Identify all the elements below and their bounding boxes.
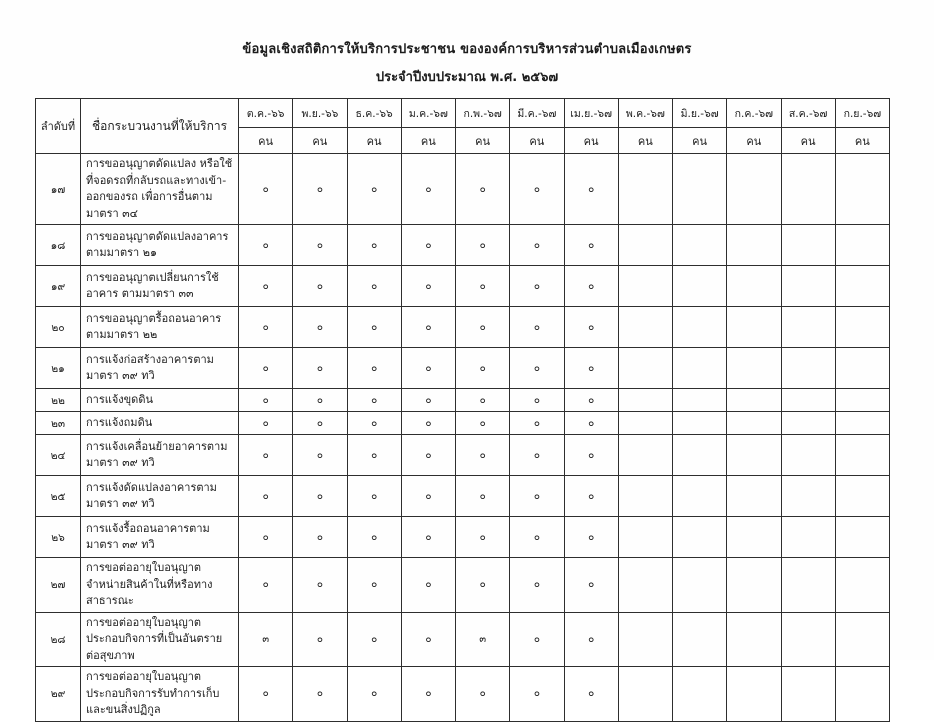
value-cell xyxy=(835,225,889,266)
value-cell: ๐ xyxy=(510,412,564,435)
value-cell: ๐ xyxy=(239,476,293,517)
row-number-cell: ๒๙ xyxy=(36,667,81,722)
value-cell: ๐ xyxy=(347,225,401,266)
service-name-cell: การแจ้งขุดดิน xyxy=(81,389,239,412)
value-cell: ๐ xyxy=(510,348,564,389)
value-cell xyxy=(781,435,835,476)
value-cell xyxy=(727,307,781,348)
value-cell xyxy=(673,389,727,412)
service-name-cell: การแจ้งถมดิน xyxy=(81,412,239,435)
table-row xyxy=(36,389,890,412)
value-cell xyxy=(727,435,781,476)
month-header: ธ.ค.-๖๖ xyxy=(347,99,401,128)
value-cell: ๐ xyxy=(564,412,618,435)
value-cell: ๐ xyxy=(456,389,510,412)
value-cell xyxy=(673,612,727,667)
value-cell: ๐ xyxy=(401,348,455,389)
value-cell: ๐ xyxy=(239,412,293,435)
value-cell xyxy=(781,412,835,435)
value-cell xyxy=(727,517,781,558)
value-cell xyxy=(835,154,889,225)
value-cell: ๐ xyxy=(564,307,618,348)
table-row xyxy=(36,558,890,613)
value-cell: ๐ xyxy=(293,307,347,348)
service-name-cell: การแจ้งรื้อถอนอาคารตามมาตรา ๓๙ ทวิ xyxy=(81,517,239,558)
month-header: ม.ค.-๖๗ xyxy=(401,99,455,128)
row-number-cell: ๒๖ xyxy=(36,517,81,558)
value-cell xyxy=(673,266,727,307)
value-cell: ๐ xyxy=(239,307,293,348)
value-cell: ๐ xyxy=(239,558,293,613)
row-number-cell: ๒๘ xyxy=(36,612,81,667)
value-cell: ๐ xyxy=(293,225,347,266)
table-row xyxy=(36,348,890,389)
value-cell: ๐ xyxy=(564,667,618,722)
value-cell: ๐ xyxy=(401,154,455,225)
row-number-cell: ๒๐ xyxy=(36,307,81,348)
unit-cell: คน xyxy=(564,128,618,154)
value-cell: ๐ xyxy=(510,476,564,517)
value-cell: ๐ xyxy=(401,266,455,307)
value-cell xyxy=(835,266,889,307)
value-cell xyxy=(781,612,835,667)
value-cell xyxy=(618,435,672,476)
value-cell: ๐ xyxy=(401,435,455,476)
value-cell xyxy=(618,476,672,517)
row-number-cell: ๑๙ xyxy=(36,266,81,307)
value-cell: ๐ xyxy=(293,612,347,667)
row-number-cell: ๑๗ xyxy=(36,154,81,225)
value-cell: ๐ xyxy=(456,225,510,266)
value-cell xyxy=(781,307,835,348)
value-cell xyxy=(727,154,781,225)
value-cell xyxy=(618,517,672,558)
row-number-cell: ๒๒ xyxy=(36,389,81,412)
value-cell xyxy=(618,612,672,667)
service-name-cell: การขออนุญาตดัดแปลงอาคาร ตามมาตรา ๒๑ xyxy=(81,225,239,266)
table-row xyxy=(36,612,890,667)
value-cell: ๐ xyxy=(239,225,293,266)
value-cell: ๐ xyxy=(564,476,618,517)
row-number-cell: ๑๘ xyxy=(36,225,81,266)
value-cell: ๐ xyxy=(510,307,564,348)
value-cell: ๐ xyxy=(239,389,293,412)
row-number-cell: ๒๑ xyxy=(36,348,81,389)
value-cell xyxy=(835,412,889,435)
value-cell xyxy=(727,612,781,667)
value-cell: ๐ xyxy=(347,667,401,722)
value-cell: ๐ xyxy=(239,348,293,389)
row-number-cell: ๒๓ xyxy=(36,412,81,435)
page-title: ข้อมูลเชิงสถิติการให้บริการประชาชน ขององค์การบริหารส่วนตำบลเมืองเกษตร xyxy=(242,42,692,57)
value-cell: ๐ xyxy=(564,558,618,613)
value-cell xyxy=(781,225,835,266)
month-header: ก.ย.-๖๗ xyxy=(835,99,889,128)
value-cell: ๐ xyxy=(347,266,401,307)
value-cell xyxy=(618,667,672,722)
table-header xyxy=(36,99,890,154)
table-body xyxy=(36,154,890,722)
value-cell: ๐ xyxy=(510,517,564,558)
value-cell xyxy=(727,667,781,722)
value-cell: ๐ xyxy=(456,412,510,435)
value-cell: ๐ xyxy=(456,154,510,225)
value-cell: ๐ xyxy=(401,558,455,613)
value-cell xyxy=(781,348,835,389)
service-name-cell: การขออนุญาตดัดแปลง หรือใช้ที่จอดรถที่กลับรถและทางเข้า-ออกของรถ เพื่อการอื่นตามมาตรา ๓๔ xyxy=(81,154,239,225)
table-row xyxy=(36,667,890,722)
value-cell: ๐ xyxy=(347,412,401,435)
value-cell: ๐ xyxy=(293,517,347,558)
value-cell: ๐ xyxy=(564,517,618,558)
value-cell xyxy=(673,435,727,476)
value-cell: ๐ xyxy=(564,154,618,225)
value-cell xyxy=(835,307,889,348)
month-header: ก.ค.-๖๗ xyxy=(727,99,781,128)
value-cell: ๐ xyxy=(510,389,564,412)
value-cell: ๐ xyxy=(293,476,347,517)
value-cell: ๐ xyxy=(293,558,347,613)
month-header: มี.ค.-๖๗ xyxy=(510,99,564,128)
value-cell: ๐ xyxy=(401,389,455,412)
value-cell xyxy=(673,307,727,348)
value-cell xyxy=(673,412,727,435)
value-cell: ๐ xyxy=(347,435,401,476)
value-cell xyxy=(673,348,727,389)
order-column-header: ลำดับที่ xyxy=(36,99,81,154)
value-cell: ๐ xyxy=(347,558,401,613)
value-cell: ๐ xyxy=(239,266,293,307)
table-row xyxy=(36,476,890,517)
value-cell xyxy=(727,225,781,266)
service-name-cell: การขอต่ออายุใบอนุญาตจำหน่ายสินค้าในที่หรือทางสาธารณะ xyxy=(81,558,239,613)
value-cell xyxy=(673,154,727,225)
value-cell: ๐ xyxy=(239,435,293,476)
unit-cell: คน xyxy=(510,128,564,154)
value-cell xyxy=(781,154,835,225)
value-cell: ๐ xyxy=(347,348,401,389)
value-cell xyxy=(835,667,889,722)
value-cell xyxy=(673,225,727,266)
value-cell: ๐ xyxy=(564,435,618,476)
service-name-cell: การแจ้งก่อสร้างอาคารตามมาตรา ๓๙ ทวิ xyxy=(81,348,239,389)
month-header-row xyxy=(36,99,890,128)
value-cell: ๐ xyxy=(510,612,564,667)
table-row xyxy=(36,307,890,348)
unit-cell: คน xyxy=(293,128,347,154)
service-name-cell: การขอต่ออายุใบอนุญาตประกอบกิจการรับทำการเก็บและขนสิ่งปฏิกูล xyxy=(81,667,239,722)
value-cell: ๐ xyxy=(510,558,564,613)
value-cell: ๐ xyxy=(510,435,564,476)
month-header: พ.ค.-๖๗ xyxy=(618,99,672,128)
value-cell xyxy=(618,412,672,435)
table-row xyxy=(36,517,890,558)
value-cell: ๐ xyxy=(293,266,347,307)
value-cell: ๓ xyxy=(239,612,293,667)
unit-cell: คน xyxy=(239,128,293,154)
value-cell: ๐ xyxy=(401,412,455,435)
service-name-cell: การแจ้งดัดแปลงอาคารตามมาตรา ๓๙ ทวิ xyxy=(81,476,239,517)
value-cell: ๐ xyxy=(293,412,347,435)
value-cell: ๐ xyxy=(564,612,618,667)
value-cell: ๐ xyxy=(456,517,510,558)
value-cell: ๐ xyxy=(564,389,618,412)
row-number-cell: ๒๗ xyxy=(36,558,81,613)
value-cell xyxy=(835,435,889,476)
value-cell: ๐ xyxy=(239,154,293,225)
value-cell: ๐ xyxy=(401,667,455,722)
value-cell xyxy=(781,558,835,613)
service-name-cell: การขออนุญาตเปลี่ยนการใช้อาคาร ตามมาตรา ๓๓ xyxy=(81,266,239,307)
value-cell xyxy=(835,558,889,613)
value-cell xyxy=(835,389,889,412)
unit-cell: คน xyxy=(401,128,455,154)
value-cell: ๐ xyxy=(347,476,401,517)
value-cell xyxy=(618,558,672,613)
service-name-cell: การขอต่ออายุใบอนุญาตประกอบกิจการที่เป็นอันตรายต่อสุขภาพ xyxy=(81,612,239,667)
value-cell xyxy=(781,667,835,722)
value-cell: ๐ xyxy=(293,348,347,389)
value-cell xyxy=(673,476,727,517)
value-cell xyxy=(727,266,781,307)
value-cell xyxy=(618,307,672,348)
value-cell xyxy=(727,476,781,517)
value-cell xyxy=(618,225,672,266)
table-row xyxy=(36,154,890,225)
value-cell xyxy=(835,517,889,558)
table-row xyxy=(36,435,890,476)
value-cell: ๐ xyxy=(347,307,401,348)
value-cell xyxy=(673,667,727,722)
value-cell: ๐ xyxy=(293,389,347,412)
value-cell: ๐ xyxy=(456,558,510,613)
value-cell: ๐ xyxy=(564,266,618,307)
month-header: พ.ย.-๖๖ xyxy=(293,99,347,128)
value-cell: ๐ xyxy=(347,154,401,225)
value-cell xyxy=(835,348,889,389)
value-cell: ๐ xyxy=(293,435,347,476)
value-cell: ๐ xyxy=(347,389,401,412)
unit-cell: คน xyxy=(781,128,835,154)
value-cell: ๐ xyxy=(456,667,510,722)
value-cell: ๐ xyxy=(456,266,510,307)
value-cell xyxy=(618,154,672,225)
value-cell: ๐ xyxy=(401,476,455,517)
value-cell xyxy=(781,266,835,307)
month-header: ต.ค.-๖๖ xyxy=(239,99,293,128)
table-row xyxy=(36,412,890,435)
value-cell xyxy=(781,476,835,517)
value-cell: ๐ xyxy=(510,667,564,722)
unit-cell: คน xyxy=(618,128,672,154)
month-header: เม.ย.-๖๗ xyxy=(564,99,618,128)
value-cell: ๐ xyxy=(401,225,455,266)
value-cell xyxy=(673,558,727,613)
value-cell: ๐ xyxy=(564,348,618,389)
value-cell xyxy=(618,266,672,307)
table-row xyxy=(36,266,890,307)
value-cell: ๐ xyxy=(456,476,510,517)
month-header: ส.ค.-๖๗ xyxy=(781,99,835,128)
service-name-cell: การขออนุญาตรื้อถอนอาคาร ตามมาตรา ๒๒ xyxy=(81,307,239,348)
table-row xyxy=(36,225,890,266)
value-cell xyxy=(727,412,781,435)
value-cell xyxy=(835,612,889,667)
value-cell: ๐ xyxy=(456,348,510,389)
value-cell: ๓ xyxy=(456,612,510,667)
unit-cell: คน xyxy=(673,128,727,154)
value-cell xyxy=(727,348,781,389)
value-cell xyxy=(781,517,835,558)
value-cell: ๐ xyxy=(401,517,455,558)
value-cell: ๐ xyxy=(564,225,618,266)
service-statistics-table xyxy=(35,98,890,722)
page-subtitle: ประจำปีงบประมาณ พ.ศ. ๒๕๖๗ xyxy=(375,70,559,85)
value-cell xyxy=(727,558,781,613)
value-cell: ๐ xyxy=(456,435,510,476)
value-cell: ๐ xyxy=(510,154,564,225)
unit-cell: คน xyxy=(727,128,781,154)
value-cell: ๐ xyxy=(347,517,401,558)
value-cell xyxy=(618,389,672,412)
value-cell: ๐ xyxy=(293,667,347,722)
value-cell xyxy=(727,389,781,412)
row-number-cell: ๒๔ xyxy=(36,435,81,476)
value-cell: ๐ xyxy=(401,612,455,667)
unit-cell: คน xyxy=(347,128,401,154)
value-cell: ๐ xyxy=(456,307,510,348)
value-cell: ๐ xyxy=(347,612,401,667)
value-cell: ๐ xyxy=(401,307,455,348)
value-cell: ๐ xyxy=(510,225,564,266)
value-cell xyxy=(673,517,727,558)
value-cell: ๐ xyxy=(239,667,293,722)
month-header: มิ.ย.-๖๗ xyxy=(673,99,727,128)
value-cell xyxy=(835,476,889,517)
value-cell xyxy=(781,389,835,412)
value-cell: ๐ xyxy=(293,154,347,225)
unit-cell: คน xyxy=(456,128,510,154)
service-name-cell: การแจ้งเคลื่อนย้ายอาคารตามมาตรา ๓๙ ทวิ xyxy=(81,435,239,476)
value-cell: ๐ xyxy=(239,517,293,558)
value-cell xyxy=(618,348,672,389)
unit-cell: คน xyxy=(835,128,889,154)
row-number-cell: ๒๕ xyxy=(36,476,81,517)
value-cell: ๐ xyxy=(510,266,564,307)
month-header: ก.พ.-๖๗ xyxy=(456,99,510,128)
service-column-header: ชื่อกระบวนงานที่ให้บริการ xyxy=(81,99,239,154)
